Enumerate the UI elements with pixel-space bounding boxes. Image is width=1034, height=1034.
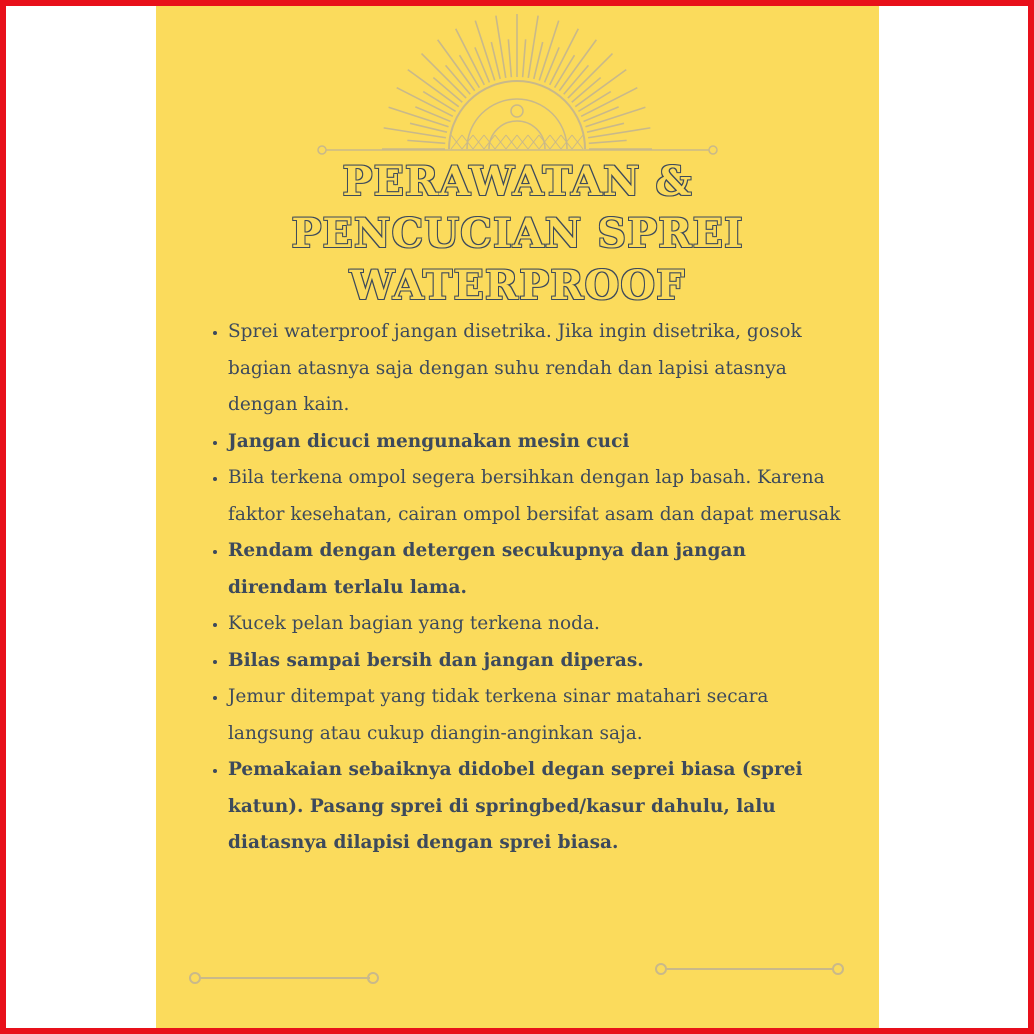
tip-text: Jangan dicuci mengunakan mesin cuci — [228, 430, 630, 452]
tip-item — [228, 533, 846, 606]
tip-text: Sprei waterproof jangan disetrika. Jika ingin disetrika, gosok bagian atasnya saja dengan suhu rendah dan lapisi atasnya dengan kain. — [228, 321, 802, 415]
tip-item — [228, 314, 846, 424]
title-line-3: WATERPROOF — [349, 262, 686, 309]
tip-text: Kucek pelan bagian yang terkena noda. — [228, 613, 600, 634]
poster-title — [156, 156, 879, 312]
tip-item — [228, 752, 846, 862]
line-ornament-icon — [652, 959, 852, 979]
tip-item — [228, 460, 846, 533]
tip-item — [228, 643, 846, 680]
tip-item — [228, 424, 846, 461]
title-line-1: PERAWATAN & — [342, 158, 693, 205]
tip-text: Pemakaian sebaiknya didobel degan seprei biasa (sprei katun). Pasang sprei di springbed/kasur dahulu, lalu diatasnya dilapisi dengan sprei biasa. — [228, 759, 803, 853]
tip-text: Bilas sampai bersih dan jangan diperas. — [228, 649, 644, 671]
sunburst-icon — [156, 6, 879, 166]
care-instructions-poster — [156, 6, 879, 1028]
tip-text: Bila terkena ompol segera bersihkan dengan lap basah. Karena faktor kesehatan, cairan ompol bersifat asam dan dapat merusak — [228, 467, 841, 525]
line-ornament-icon — [186, 968, 386, 988]
title-line-2: PENCUCIAN SPREI — [291, 210, 744, 257]
tip-item — [228, 679, 846, 752]
care-tips-list — [206, 314, 846, 862]
tip-text: Rendam dengan detergen secukupnya dan jangan direndam terlalu lama. — [228, 540, 746, 598]
tip-text: Jemur ditempat yang tidak terkena sinar matahari secara langsung atau cukup diangin-anginkan saja. — [228, 686, 769, 744]
tip-item — [228, 606, 846, 643]
